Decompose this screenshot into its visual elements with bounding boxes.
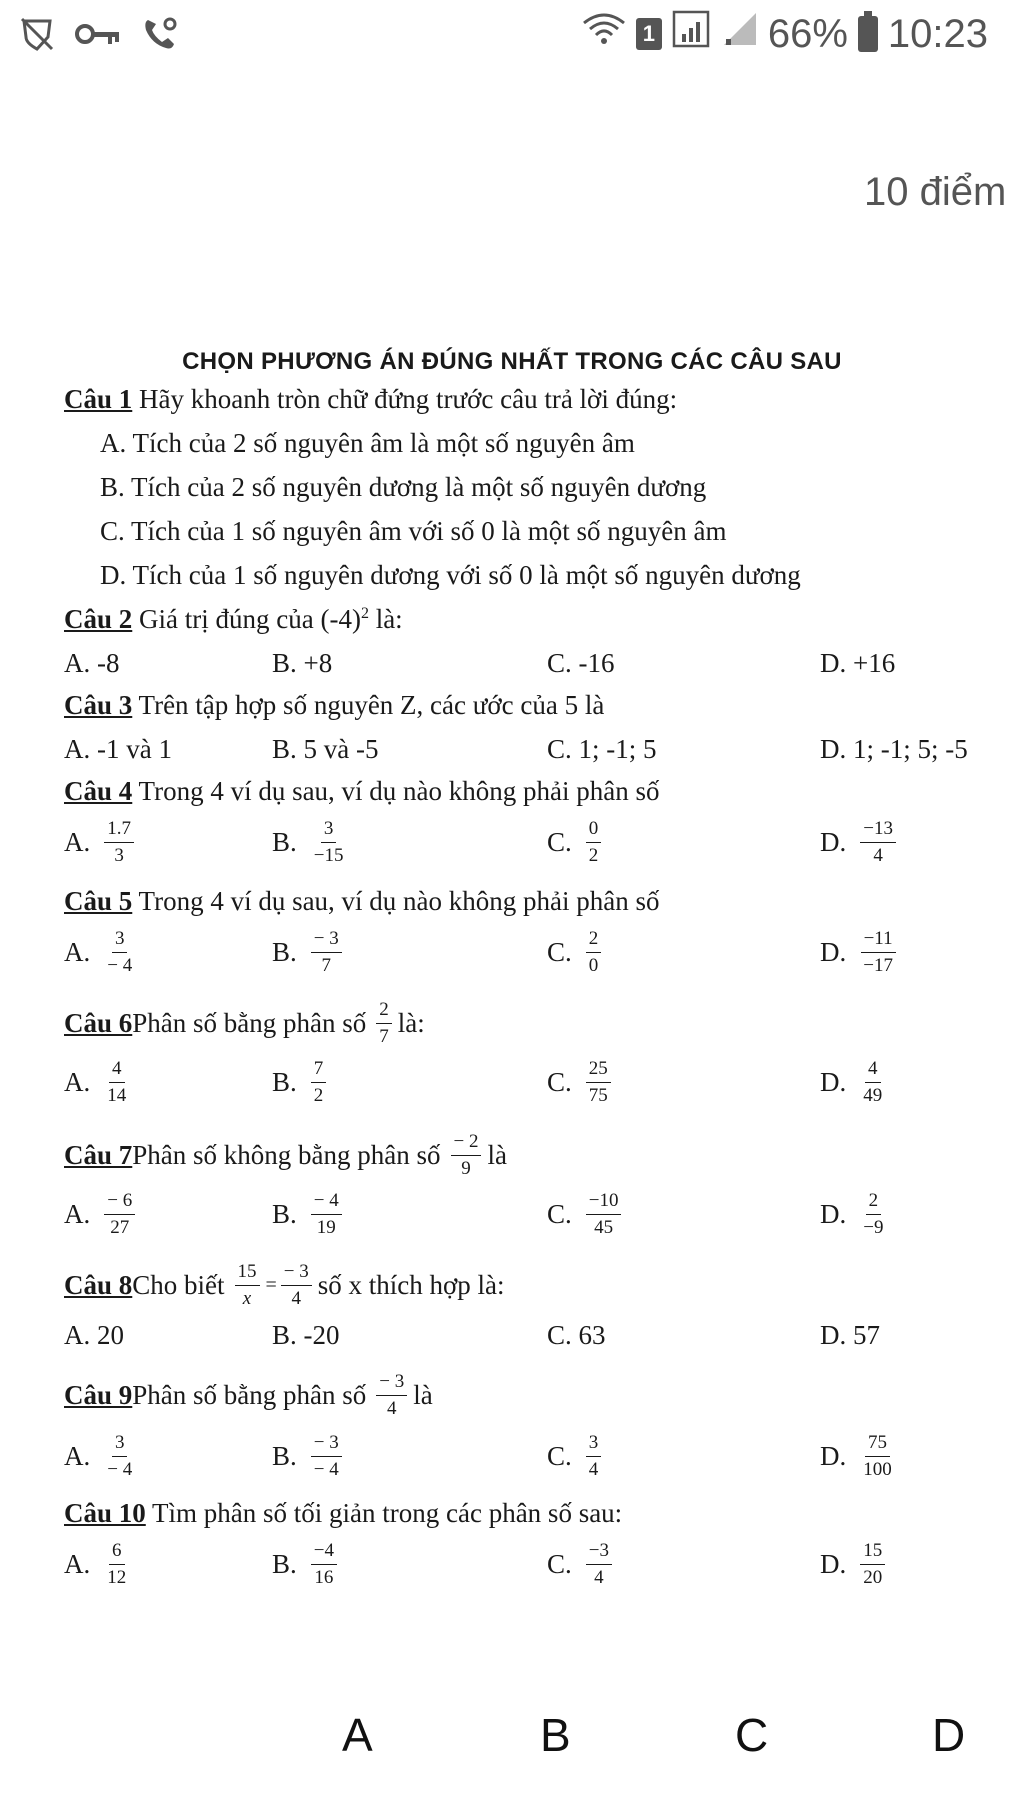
question-text: Trong 4 ví dụ sau, ví dụ nào không phải phân số	[132, 776, 660, 806]
denominator: 7	[321, 955, 331, 976]
option-letter: B.	[272, 1441, 297, 1471]
question-text: Hãy khoanh tròn chữ đứng trước câu trả lời đúng:	[132, 384, 678, 414]
wifi-call-icon	[140, 14, 180, 59]
option-letter: A.	[64, 1199, 91, 1229]
option-letter: A.	[64, 937, 91, 967]
numerator: − 4	[311, 1190, 342, 1215]
answer-choice-c[interactable]: C	[735, 1709, 769, 1761]
numerator: 1.7	[104, 818, 134, 843]
numerator: 6	[109, 1540, 125, 1565]
question-10	[64, 1498, 1024, 1529]
question-text-end: là	[413, 1379, 433, 1410]
numerator: −10	[586, 1190, 622, 1215]
denominator: −9	[863, 1217, 884, 1238]
denominator: 12	[107, 1567, 127, 1588]
fraction	[104, 1058, 129, 1107]
option-letter: A.	[64, 1549, 91, 1579]
denominator: 4	[594, 1567, 604, 1588]
q1-statement-c[interactable]: C. Tích của 1 số nguyên âm với số 0 là một số nguyên âm	[100, 516, 727, 546]
status-left-icons	[18, 14, 180, 59]
fraction	[586, 928, 602, 977]
q3-option-d[interactable]: D. 1; -1; 5; -5	[820, 734, 968, 764]
denominator: x	[242, 1287, 252, 1309]
question-text: Giá trị đúng của (-4)	[132, 604, 361, 634]
fraction	[860, 1058, 885, 1107]
status-right-icons	[582, 10, 988, 58]
question-label: Câu 7	[64, 1139, 133, 1170]
q4-option-c[interactable]	[547, 818, 601, 867]
numerator: 2	[376, 999, 392, 1024]
option-letter: B.	[272, 827, 297, 857]
question-4	[64, 776, 1024, 807]
q2-option-c[interactable]: C. -16	[547, 648, 615, 678]
question-fraction	[376, 1371, 407, 1420]
denominator: − 4	[313, 1459, 339, 1480]
option-letter: C.	[547, 827, 572, 857]
question-label: Câu 3	[64, 690, 133, 720]
q6-option-a[interactable]	[64, 1058, 129, 1107]
question-label: Câu 2	[64, 604, 133, 634]
q5-option-c[interactable]	[547, 928, 601, 977]
option-letter: C.	[547, 1199, 572, 1229]
equals-sign: =	[265, 1273, 277, 1296]
denominator: 19	[316, 1217, 336, 1238]
fraction	[311, 1432, 342, 1481]
q7-option-d[interactable]	[820, 1190, 886, 1239]
q8-option-a[interactable]: A. 20	[64, 1320, 124, 1350]
numerator: 75	[865, 1432, 890, 1457]
denominator: 49	[863, 1085, 883, 1106]
fraction	[860, 1190, 886, 1239]
fraction	[311, 928, 342, 977]
q10-option-c[interactable]	[547, 1540, 612, 1589]
exponent: 2	[360, 605, 369, 622]
option-letter: C.	[547, 937, 572, 967]
numerator: 2	[866, 1190, 882, 1215]
denominator: 2	[588, 845, 599, 866]
question-label: Câu 10	[64, 1498, 146, 1528]
question-label: Câu 4	[64, 776, 133, 806]
question-5	[64, 886, 1024, 917]
option-letter: A.	[64, 1441, 91, 1471]
q9-option-c[interactable]	[547, 1432, 601, 1481]
question-text: Trên tập hợp số nguyên Z, các ước của 5 là	[132, 690, 605, 720]
score-label: 10 điểm	[864, 170, 1007, 214]
denominator: − 4	[107, 955, 133, 976]
option-letter: D.	[820, 1549, 847, 1579]
q4-option-a[interactable]	[64, 818, 134, 867]
q3-option-c[interactable]: C. 1; -1; 5	[547, 734, 657, 764]
question-text: Cho biết	[132, 1269, 225, 1300]
numerator: 4	[865, 1058, 881, 1083]
option-letter: C.	[547, 1441, 572, 1471]
denominator: 45	[594, 1217, 614, 1238]
question-7	[64, 1130, 1024, 1180]
numerator: 4	[109, 1058, 125, 1083]
option-letter: D.	[820, 1067, 847, 1097]
question-text: Tìm phân số tối giản trong các phân số sau:	[145, 1498, 623, 1528]
question-text-end: là	[487, 1139, 507, 1170]
denominator: −15	[313, 845, 344, 866]
numerator: −13	[860, 818, 896, 843]
denominator: 2	[313, 1085, 324, 1106]
question-fraction	[451, 1131, 482, 1180]
answer-choice-d[interactable]: D	[932, 1709, 966, 1761]
fraction	[586, 1190, 622, 1239]
denominator: 14	[107, 1085, 127, 1106]
denominator: 0	[588, 955, 599, 976]
denominator: 100	[863, 1459, 892, 1480]
option-letter: B.	[272, 1549, 297, 1579]
question-label: Câu 6	[64, 1007, 133, 1038]
question-text-end: là:	[368, 604, 403, 634]
shield-icon	[18, 15, 56, 58]
fraction	[104, 928, 135, 977]
option-letter: A.	[64, 827, 91, 857]
question-text: Trong 4 ví dụ sau, ví dụ nào không phải phân số	[132, 886, 660, 916]
fraction	[860, 1432, 895, 1481]
wifi-icon	[582, 11, 626, 57]
option-letter: A.	[64, 1067, 91, 1097]
option-letter: B.	[272, 1199, 297, 1229]
clock: 10:23	[887, 11, 988, 56]
q2-option-a[interactable]: A. -8	[64, 648, 120, 678]
q4-options	[0, 818, 1024, 878]
numerator: − 2	[451, 1131, 482, 1156]
battery-percent: 66%	[767, 11, 848, 56]
option-letter: B.	[272, 1067, 297, 1097]
battery-icon	[858, 16, 878, 52]
question-9	[64, 1370, 1024, 1420]
numerator: 2	[586, 928, 602, 953]
numerator: 3	[112, 1432, 128, 1457]
q10-options	[0, 1540, 1024, 1600]
fraction	[860, 1540, 885, 1589]
q6-options	[0, 1058, 1024, 1118]
signal-empty-icon	[722, 11, 758, 57]
question-2	[64, 604, 1024, 635]
fraction	[860, 928, 896, 977]
option-letter: D.	[820, 827, 847, 857]
denominator: 4	[386, 1397, 397, 1419]
numerator: −3	[586, 1540, 612, 1565]
numerator: − 3	[311, 928, 342, 953]
question-1	[64, 384, 1024, 415]
denominator: 20	[863, 1567, 883, 1588]
question-text-end: là:	[397, 1007, 425, 1038]
fraction	[586, 1540, 612, 1589]
numerator: − 6	[104, 1190, 135, 1215]
option-letter: D.	[820, 937, 847, 967]
q7-option-a[interactable]	[64, 1190, 135, 1239]
option-letter: D.	[820, 1199, 847, 1229]
answer-choice-b[interactable]: B	[540, 1709, 571, 1761]
q10-option-d[interactable]	[820, 1540, 885, 1589]
numerator: 25	[586, 1058, 611, 1083]
q9-option-d[interactable]	[820, 1432, 895, 1481]
option-letter: B.	[272, 937, 297, 967]
denominator: 9	[461, 1157, 471, 1179]
q8-option-b[interactable]: B. -20	[272, 1320, 340, 1350]
denominator: 4	[291, 1287, 302, 1309]
q9-options	[0, 1432, 1024, 1492]
question-text: Phân số bằng phân số	[132, 1379, 367, 1410]
numerator: 7	[311, 1058, 327, 1083]
q7-option-c[interactable]	[547, 1190, 621, 1239]
question-fraction-right	[281, 1261, 312, 1310]
q8-option-c[interactable]: C. 63	[547, 1320, 606, 1350]
question-fraction-left	[235, 1261, 260, 1310]
fraction	[311, 818, 347, 867]
question-label: Câu 1	[64, 384, 133, 414]
option-letter: C.	[547, 1067, 572, 1097]
fraction	[311, 1058, 327, 1107]
denominator: 7	[379, 1025, 389, 1047]
q3-option-b[interactable]: B. 5 và -5	[272, 734, 379, 764]
denominator: 75	[588, 1085, 608, 1106]
fraction	[104, 1190, 135, 1239]
q1-statement-d[interactable]: D. Tích của 1 số nguyên dương với số 0 là một số nguyên dương	[100, 560, 801, 590]
fraction	[104, 1432, 135, 1481]
question-text-end: số x thích hợp là:	[317, 1269, 505, 1300]
q9-option-a[interactable]	[64, 1432, 135, 1481]
q2-option-b[interactable]: B. +8	[272, 648, 333, 678]
numerator: − 3	[311, 1432, 342, 1457]
numerator: −4	[311, 1540, 337, 1565]
question-text: Phân số bằng phân số	[132, 1007, 367, 1038]
numerator: −11	[861, 928, 896, 953]
denominator: − 4	[107, 1459, 133, 1480]
q2-option-d[interactable]: D. +16	[820, 648, 896, 678]
denominator: −17	[863, 955, 893, 976]
q4-option-d[interactable]	[820, 818, 896, 867]
q10-option-b[interactable]	[272, 1540, 337, 1589]
answer-choice-a[interactable]: A	[342, 1709, 373, 1761]
key-icon	[74, 19, 122, 54]
fraction	[586, 1058, 611, 1107]
numerator: − 3	[376, 1371, 407, 1396]
q6-option-d[interactable]	[820, 1058, 885, 1107]
q7-option-b[interactable]	[272, 1190, 342, 1239]
fraction	[586, 818, 602, 867]
q5-option-a[interactable]	[64, 928, 135, 977]
question-text: Phân số không bằng phân số	[132, 1139, 441, 1170]
question-3	[64, 690, 1024, 721]
question-label: Câu 5	[64, 886, 133, 916]
denominator: 4	[588, 1459, 599, 1480]
q8-option-d[interactable]: D. 57	[820, 1320, 880, 1350]
denominator: 4	[873, 845, 883, 866]
option-letter: D.	[820, 1441, 847, 1471]
numerator: 3	[112, 928, 128, 953]
q4-option-b[interactable]	[272, 818, 346, 867]
question-fraction	[376, 999, 392, 1048]
numerator: 3	[586, 1432, 602, 1457]
fraction	[104, 1540, 129, 1589]
denominator: 27	[110, 1217, 130, 1238]
fraction	[860, 818, 896, 867]
question-label: Câu 9	[64, 1379, 133, 1410]
quiz-heading: CHỌN PHƯƠNG ÁN ĐÚNG NHẤT TRONG CÁC CÂU SAU	[182, 348, 842, 375]
q6-option-b[interactable]	[272, 1058, 326, 1107]
question-8	[64, 1260, 1024, 1310]
sim-slot-badge: 1	[636, 18, 662, 50]
fraction	[311, 1540, 337, 1589]
q5-options	[0, 928, 1024, 988]
status-bar	[0, 0, 1024, 74]
question-label: Câu 8	[64, 1269, 133, 1300]
numerator: 0	[586, 818, 602, 843]
q1-statement-a[interactable]: A. Tích của 2 số nguyên âm là một số nguyên âm	[100, 428, 635, 458]
numerator: − 3	[281, 1261, 312, 1286]
signal-icon	[672, 10, 712, 58]
fraction	[311, 1190, 342, 1239]
numerator: 15	[235, 1261, 260, 1286]
q6-option-c[interactable]	[547, 1058, 611, 1107]
q5-option-b[interactable]	[272, 928, 342, 977]
denominator: 3	[114, 845, 124, 866]
q3-option-a[interactable]: A. -1 và 1	[64, 734, 172, 764]
denominator: 16	[314, 1567, 334, 1588]
fraction	[586, 1432, 602, 1481]
q7-options	[0, 1190, 1024, 1250]
question-6	[64, 998, 1024, 1048]
fraction	[104, 818, 134, 867]
q5-option-d[interactable]	[820, 928, 896, 977]
option-letter: C.	[547, 1549, 572, 1579]
numerator: 15	[860, 1540, 885, 1565]
q10-option-a[interactable]	[64, 1540, 129, 1589]
q9-option-b[interactable]	[272, 1432, 342, 1481]
numerator: 3	[321, 818, 337, 843]
q1-statement-b[interactable]: B. Tích của 2 số nguyên dương là một số nguyên dương	[100, 472, 707, 502]
